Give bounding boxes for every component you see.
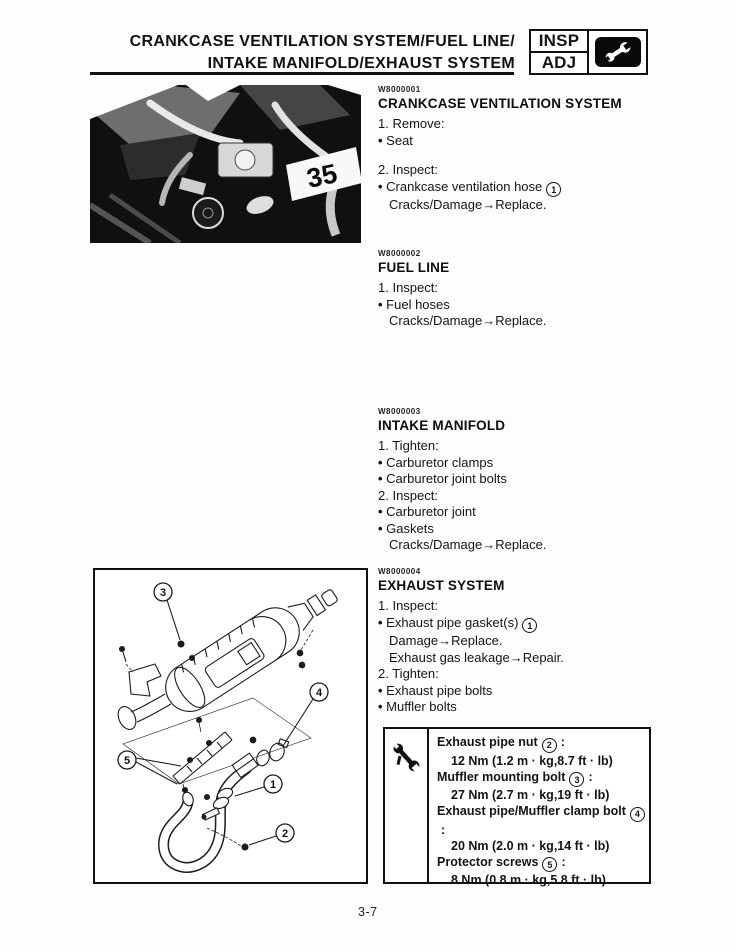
insp-adj-labels — [531, 31, 589, 73]
page-number: 3-7 — [358, 905, 378, 919]
bullet-item: • Carburetor joint — [378, 504, 654, 521]
section-crankcase-ventilation — [378, 84, 654, 214]
torque-item-label: Exhaust pipe/Muffler clamp bolt 4: — [437, 803, 645, 838]
engine-photo — [90, 85, 361, 243]
svg-text:4: 4 — [315, 687, 323, 699]
callout-4 — [310, 683, 328, 701]
circled-number: 5 — [542, 857, 557, 872]
svg-text:5: 5 — [123, 755, 131, 767]
section-title: EXHAUST SYSTEM — [378, 578, 505, 593]
torque-spec-box — [383, 727, 651, 887]
sub-line: Cracks/Damage→Replace. — [389, 537, 547, 552]
torque-item-value: 12 Nm (1.2 m · kg,8.7 ft · lb) — [451, 753, 613, 768]
bullet-item: • Gaskets — [378, 521, 654, 538]
page-title-line2: INTAKE MANIFOLD/EXHAUST SYSTEM — [207, 55, 515, 72]
callout-2 — [276, 824, 294, 842]
header-divider — [90, 72, 514, 75]
text-line: 2. Inspect: — [378, 162, 438, 177]
torque-item-label: Protector screws 5 : — [437, 854, 645, 873]
section-exhaust-system — [378, 566, 654, 716]
svg-text:3: 3 — [159, 587, 167, 599]
wrench-icon — [595, 37, 641, 67]
section-code: W8000003 — [378, 407, 421, 416]
sub-line: Cracks/Damage→Replace. — [389, 313, 547, 328]
protector-shield — [173, 732, 232, 784]
sub-line: Damage→Replace. — [389, 633, 503, 649]
page-title — [90, 31, 515, 75]
page-title-line1: CRANKCASE VENTILATION SYSTEM/FUEL LINE/ — [129, 33, 515, 50]
callout-3 — [154, 583, 172, 601]
bullet-item: • Fuel hoses — [378, 297, 654, 314]
bullet-item: • Carburetor clamps — [378, 455, 654, 472]
bullet-item: • Carburetor joint bolts — [378, 471, 654, 488]
section-title: CRANKCASE VENTILATION SYSTEM — [378, 96, 622, 111]
bullet-item: • Exhaust pipe bolts — [378, 683, 654, 700]
text-line: 1. Inspect: — [378, 280, 438, 295]
circled-number: 1 — [546, 182, 561, 197]
bullet-item: • Seat — [378, 133, 654, 150]
torque-item-label: Exhaust pipe nut 2 : — [437, 734, 645, 753]
section-fuel-line — [378, 248, 654, 330]
callout-5 — [118, 751, 136, 769]
torque-item-value: 27 Nm (2.7 m · kg,19 ft · lb) — [451, 788, 610, 802]
text-line: 2. Inspect: — [378, 487, 438, 503]
torque-item-value: 8 Nm (0.8 m · kg,5.8 ft · lb) — [451, 873, 606, 887]
circled-number: 4 — [630, 807, 645, 822]
bullet-item: • Muffler bolts — [378, 699, 654, 716]
badge-icon-cell — [589, 31, 646, 73]
svg-text:1: 1 — [269, 779, 277, 791]
bullet-item: • Crankcase ventilation hose 1 — [378, 179, 654, 198]
exhaust-diagram — [93, 568, 368, 884]
insp-label: INSP — [531, 31, 587, 53]
section-code: W8000001 — [378, 85, 421, 94]
spacer — [378, 149, 654, 162]
sub-line: Exhaust gas leakage→Repair. — [389, 649, 564, 665]
torque-item-label: Muffler mounting bolt 3 : — [437, 769, 645, 788]
section-code: W8000002 — [378, 249, 421, 258]
circled-number: 2 — [542, 738, 557, 753]
section-code: W8000004 — [378, 567, 421, 576]
torque-spec-list — [429, 729, 649, 887]
circled-number: 1 — [522, 618, 537, 633]
text-line: 1. Inspect: — [378, 598, 438, 613]
section-title: INTAKE MANIFOLD — [378, 418, 506, 433]
svg-text:2: 2 — [281, 828, 289, 840]
bullet-item: • Exhaust pipe gasket(s) 1 — [378, 615, 654, 634]
text-line: 1. Tighten: — [378, 438, 439, 453]
callout-1 — [264, 775, 282, 793]
section-intake-manifold — [378, 406, 654, 554]
torque-wrench-icon — [385, 729, 429, 882]
plate-number-text: 35 — [304, 158, 340, 194]
text-line: 2. Tighten: — [378, 666, 439, 682]
adj-label: ADJ — [541, 53, 577, 72]
sub-line: Cracks/Damage→Replace. — [389, 197, 547, 213]
text-line: 1. Remove: — [378, 116, 445, 131]
insp-adj-badge — [529, 29, 648, 75]
circled-number: 3 — [569, 772, 584, 787]
muffler-stay-bracket — [129, 664, 161, 696]
torque-item-value: 20 Nm (2.0 m · kg,14 ft · lb) — [451, 838, 610, 853]
section-title: FUEL LINE — [378, 260, 450, 275]
